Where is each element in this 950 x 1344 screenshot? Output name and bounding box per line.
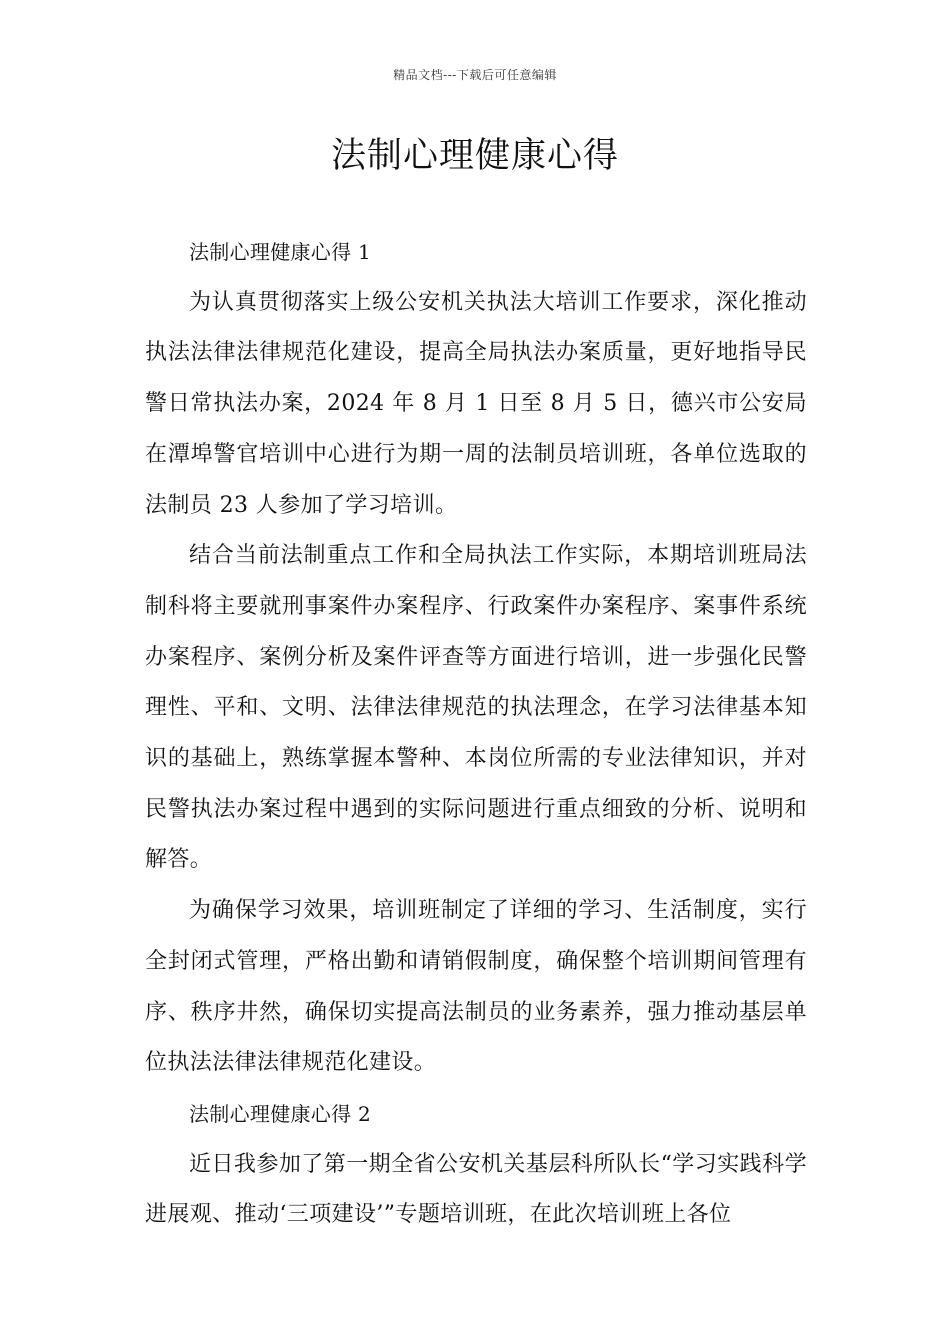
body-paragraph: 结合当前法制重点工作和全局执法工作实际，本期培训班局法制科将主要就刑事案件办案程序、行政案件办案程序、案事件系统办案程序、案例分析及案件评查等方面进行培训，进一步强化民警理性、平和、文明、法律法律规范的执法理念，在学习法律基本知识的基础上，熟练掌握本警种、本岗位所需的专业法律知识，并对民警执法办案过程中遇到的实际问题进行重点细致的分析、说明和解答。 (145, 543, 807, 873)
header-note: 精品文档---下载后可任意编辑 (393, 68, 557, 82)
section-heading: 法制心理健康心得 1 (189, 240, 372, 264)
body-paragraph: 近日我参加了第一期全省公安机关基层科所队长“学习实践科学进展观、推动‘三项建设’”专题培训班，在此次培训班上各位 (145, 1151, 807, 1228)
section-heading: 法制心理健康心得 2 (189, 1101, 372, 1126)
document-body (145, 227, 807, 1241)
document-title: 法制心理健康心得 (330, 136, 619, 176)
body-paragraph: 为确保学习效果，培训班制定了详细的学习、生活制度，实行全封闭式管理，严格出勤和请销假制度，确保整个培训期间管理有序、秩序井然，确保切实提高法制员的业务素养，强力推动基层单位执法法律法律规范化建设。 (145, 898, 807, 1076)
body-paragraph: 为认真贯彻落实上级公安机关执法大培训工作要求，深化推动执法法律法律规范化建设，提高全局执法办案质量，更好地指导民警日常执法办案，2024 年 8 月 1 日至 8 月 5 日，德兴市公安局在潭埠警官培训中心进行为期一周的法制员培训班，各单位选取的法制员 23 人参加了学习培训。 (145, 289, 807, 518)
